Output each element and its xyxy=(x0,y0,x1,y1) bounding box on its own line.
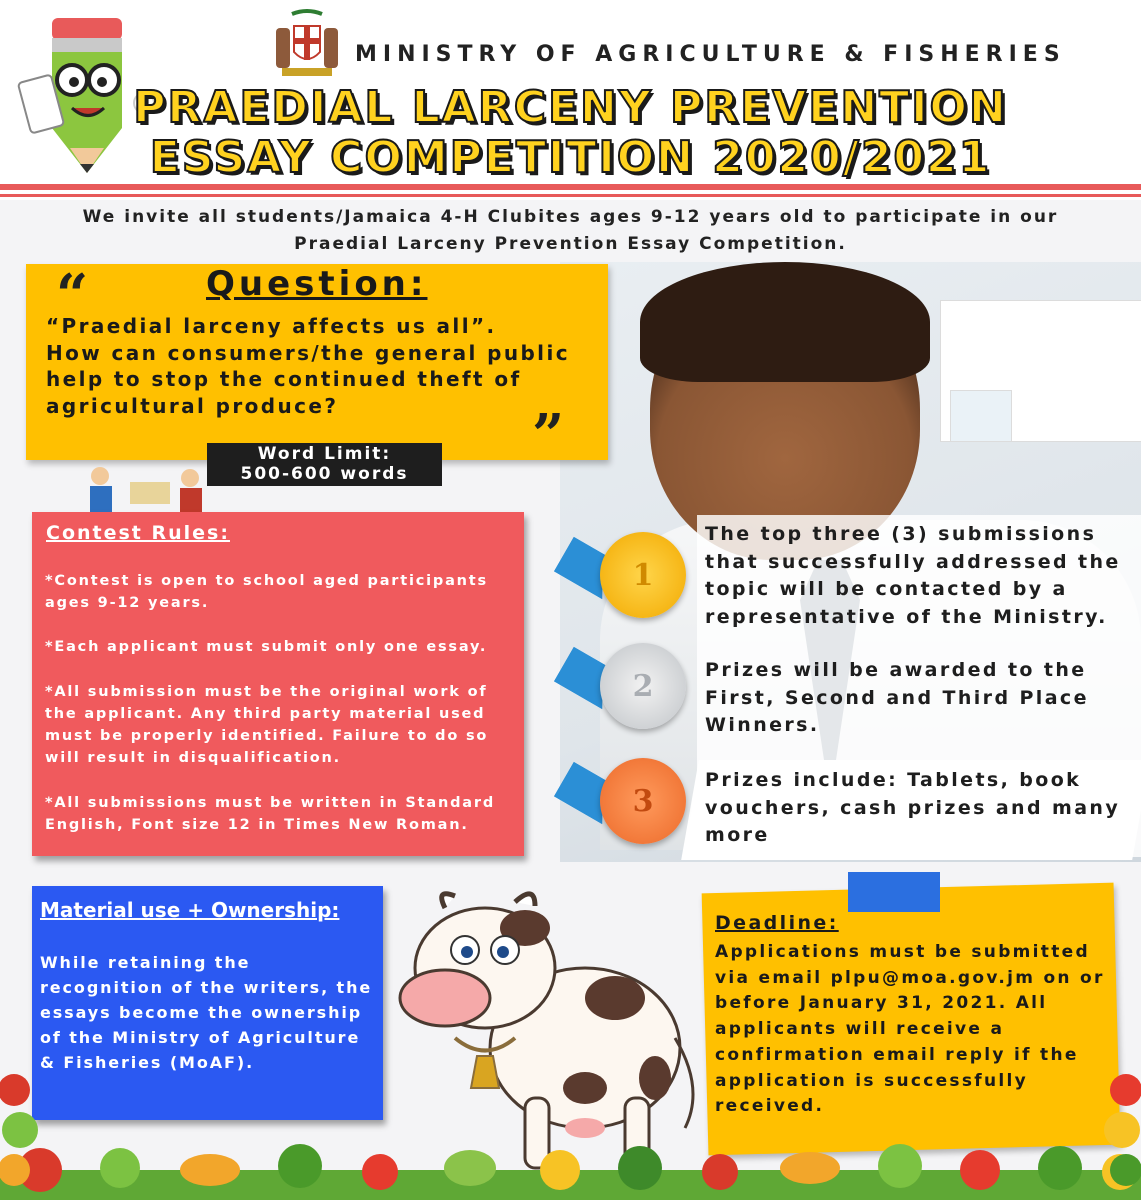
bronze-medal-icon: 3 xyxy=(600,758,686,844)
material-ownership-title: Material use + Ownership: xyxy=(40,898,340,922)
question-line: How can consumers/the general public xyxy=(46,341,570,365)
word-limit-label: Word Limit: xyxy=(257,444,392,464)
headline-line-1: PRAEDIAL LARCENY PREVENTION xyxy=(133,82,1008,133)
material-ownership-text: While retaining the recognition of the writers, the essays become the ownership of the Ministry of Agriculture & Fisheries (MoAF). xyxy=(40,953,373,1072)
rule-item: *All submissions must be written in Standard English, Font size 12 in Times New Roman. xyxy=(45,795,496,833)
ministry-name: MINISTRY OF AGRICULTURE & FISHERIES xyxy=(355,42,1066,67)
intro-line-2: Praedial Larceny Prevention Essay Competition. xyxy=(294,234,847,254)
word-limit-value: 500-600 words xyxy=(240,464,409,484)
question-line: agricultural produce? xyxy=(46,394,339,418)
question-line: help to stop the continued theft of xyxy=(46,367,522,391)
vegetables-icon xyxy=(0,1060,40,1200)
question-line: “Praedial larceny affects us all”. xyxy=(46,314,497,338)
silver-medal-icon: 2 xyxy=(600,643,686,729)
question-title: Question: xyxy=(206,264,428,304)
farmer-icon xyxy=(70,462,230,512)
shelf xyxy=(950,390,1012,442)
intro-line-1: We invite all students/Jamaica 4-H Clubites ages 9-12 years old to participate in our xyxy=(82,207,1059,227)
vegetables-icon xyxy=(1100,1060,1141,1200)
tape xyxy=(848,872,940,912)
contest-rules-title: Contest Rules: xyxy=(46,522,230,544)
divider xyxy=(0,184,1141,190)
word-limit-badge xyxy=(207,443,442,486)
divider xyxy=(0,194,1141,197)
headline-line-2: ESSAY COMPETITION 2020/2021 xyxy=(149,132,992,183)
deadline-title: Deadline: xyxy=(715,912,839,934)
prize-info: Prizes include: Tablets, book vouchers, cash prizes and many more xyxy=(705,769,1121,846)
close-quote-icon: ” xyxy=(532,402,565,468)
rule-item: *All submission must be the original work of the applicant. Any third party material used must be properly identified. Failure to do so will result in disqualification. xyxy=(45,684,489,766)
prize-info: The top three (3) submissions that successfully addressed the topic will be contacted by a representative of the Ministry. xyxy=(705,523,1121,628)
rule-item: *Contest is open to school aged participants ages 9-12 years. xyxy=(45,573,488,611)
deadline-text: Applications must be submitted via email plpu@moa.gov.jm on or before January 31, 2021. All applicants will receive a confirmation email reply if the application is successfully received. xyxy=(715,942,1105,1117)
coat-of-arms-icon xyxy=(272,8,342,80)
open-quote-icon: “ xyxy=(56,262,89,328)
vegetables-icon xyxy=(0,1140,1141,1200)
gold-medal-icon: 1 xyxy=(600,532,686,618)
cow-icon xyxy=(385,888,705,1178)
student-hair xyxy=(640,262,930,382)
rule-item: *Each applicant must submit only one essay. xyxy=(45,639,488,655)
prize-info: Prizes will be awarded to the First, Second and Third Place Winners. xyxy=(705,659,1089,736)
